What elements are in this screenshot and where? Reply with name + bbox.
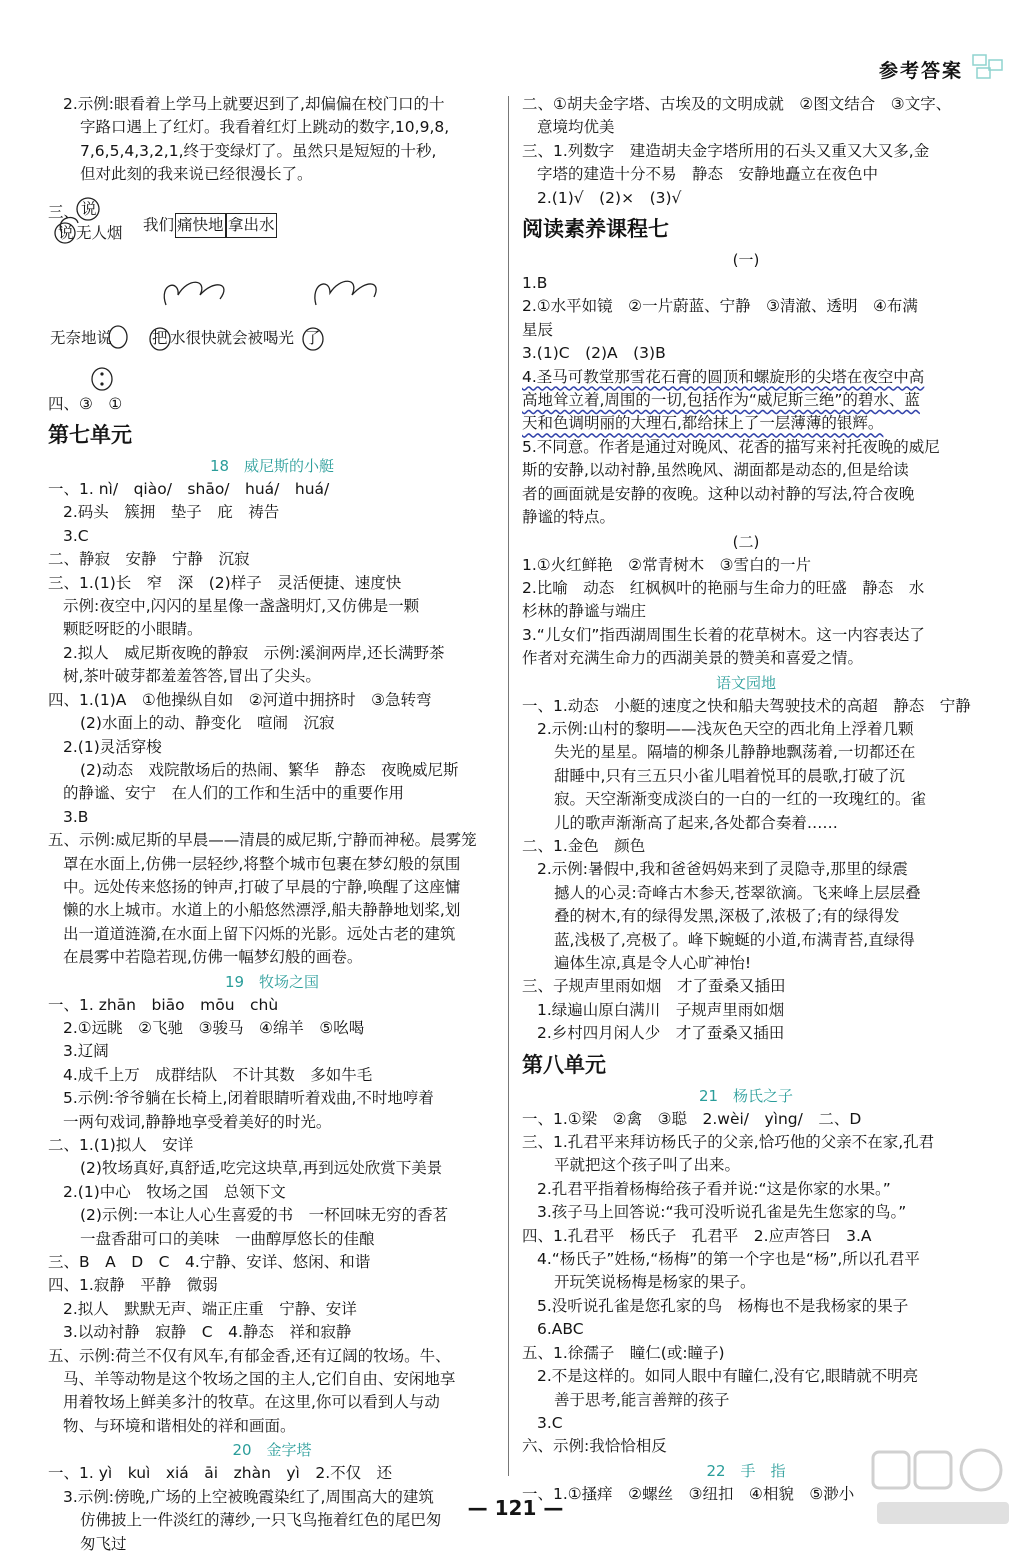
answer-line: 五、1.徐孺子 瞳仁(或:瞳子)	[522, 1343, 725, 1362]
answer-line: 字塔的建造十分不易 静态 安静地矗立在夜色中	[537, 165, 879, 184]
answer-line: 2.(1)中心 牧场之国 总领下文	[63, 1182, 286, 1201]
unit8-title: 第八单元	[522, 1052, 606, 1077]
answer-line: 作者对充满生命力的西湖美景的赞美和喜爱之情。	[522, 649, 864, 668]
answer-line: 蓝,浅极了,亮极了。峰下蜿蜒的小道,布满青苔,直绿得	[554, 930, 915, 949]
answer-line: 四、1.(1)A ①他操纵自如 ②河道中拥挤时 ③急转弯	[48, 690, 432, 709]
left-column	[48, 93, 496, 1556]
answer-line: 的静谧、安宁 在人们的工作和生活中的重要作用	[63, 784, 405, 803]
diagram-le: 了	[305, 328, 321, 347]
answer-line: 3.孩子马上回答说:“我可没听说孔雀是先生您家的鸟。”	[537, 1203, 907, 1222]
answer-line: 开玩笑说杨梅是杨家的果子。	[554, 1273, 756, 1292]
answer-line: 字路口遇上了红灯。我看着红灯上跳动的数字,10,9,8,	[80, 118, 450, 137]
answer-line: 二、1.(1)拟人 安详	[48, 1136, 194, 1154]
answer-line: 一、1. yì kuì xiá āi zhàn yì 2.不仅 还	[48, 1464, 393, 1483]
answer-line: 5.没听说孔雀是您孔家的鸟 杨梅也不是我杨家的果子	[537, 1296, 909, 1315]
answer-line: 3.B	[63, 807, 89, 826]
answer-line: 星辰	[522, 320, 554, 339]
answer-line: 儿的歌声渐渐高了起来,各处都合奏着……	[554, 813, 838, 832]
answer-line: (2)水面上的动、静变化 喧闹 沉寂	[80, 714, 335, 733]
answer-line: 2.(1)√ (2)× (3)√	[537, 188, 682, 207]
answer-line: 天和色调明丽的大理石,都给抹上了一层薄薄的银辉。	[522, 414, 884, 433]
answer-line: 懒的水上城市。水道上的小船悠然漂浮,船夫静静地划桨,划	[63, 901, 461, 920]
right-column	[522, 93, 970, 1506]
answer-line: 3.(1)C (2)A (3)B	[522, 344, 666, 363]
answer-line: 4.成千上万 成群结队 不计其数 多如牛毛	[63, 1065, 373, 1084]
header-title: 参考答案	[878, 60, 963, 82]
lesson21-block	[522, 1108, 970, 1459]
answer-line: 甜睡中,只有三五只小雀儿唱着悦耳的晨歌,打破了沉	[554, 766, 905, 785]
answer-line: (2)牧场真好,真舒适,吃完这块草,再到远处欣赏下美景	[80, 1159, 443, 1178]
answer-line: 2.示例:暑假中,我和爸爸妈妈来到了灵隐寺,那里的绿震	[537, 860, 908, 879]
answer-line: 1.绿遍山原白满川 子规声里雨如烟	[537, 1000, 785, 1019]
answer-line: 2.拟人 威尼斯夜晚的静寂 示例:溪涧两岸,还长满野茶	[63, 643, 445, 662]
answer-line: 杉林的静谧与端庄	[522, 602, 647, 621]
answer-line: 四、1.孔君平 杨氏子 孔君平 2.应声答曰 3.A	[522, 1226, 872, 1245]
page-header	[0, 0, 1031, 100]
answer-line: 二、1.金色 颜色	[522, 836, 646, 855]
diagram-wuren: 无人烟	[76, 223, 123, 242]
answer-line: 3.以动衬静 寂静 C 4.静态 祥和寂静	[63, 1323, 352, 1342]
answer-line: 3.C	[63, 526, 89, 545]
answer-line: 2.孔君平指着杨梅给孩子看并说:“这是你家的水果。”	[537, 1179, 891, 1198]
answer-line: 5.不同意。作者是通过对晚风、花香的描写来衬托夜晚的威尼	[522, 437, 940, 456]
lesson20-title: 20 金字塔	[232, 1441, 312, 1460]
answer-line: 一、1.①梁 ②禽 ③聪 2.wèi/ yìng/ 二、D	[522, 1109, 862, 1128]
answer-line: 遍体生凉,真是令人心旷神怡!	[554, 954, 752, 972]
answer-line: 4.“杨氏子”姓杨,“杨梅”的第一个字也是“杨”,所以孔君平	[537, 1250, 920, 1269]
garden-title: 语文园地	[715, 673, 776, 692]
answer-line: 树,茶叶破芽都羞羞答答,冒出了尖头。	[63, 667, 321, 686]
diagram-nachushui: 拿出水	[226, 213, 277, 238]
course7-title: 阅读素养课程七	[522, 217, 669, 242]
answer-line: 4.圣马可教堂那雪花石膏的圆顶和螺旋形的尖塔在夜空中高	[522, 367, 925, 386]
lesson19-block	[48, 994, 496, 1439]
answer-line: 匆飞过	[80, 1534, 127, 1553]
answer-line: 一、1.①搔痒 ②螺丝 ③纽扣 ④相貌 ⑤渺小	[522, 1484, 855, 1503]
lesson22-title: 22 手 指	[706, 1461, 786, 1480]
sentence-diagram	[48, 187, 496, 393]
answer-line: 罩在水面上,仿佛一层轻纱,将整个城市包裹在梦幻般的氛围	[63, 854, 461, 873]
answer-line: 但对此刻的我来说已经很漫长了。	[80, 165, 313, 184]
answer-line: 2.比喻 动态 红枫枫叶的艳丽与生命力的旺盛 静态 水	[522, 578, 925, 597]
answer-line: 三、1.列数字 建造胡夫金字塔所用的石头又重又大又多,金	[522, 141, 930, 160]
answer-line: 2.不是这样的。如同人眼中有瞳仁,没有它,眼睛就不明亮	[537, 1367, 919, 1386]
answer-line: 7,6,5,4,3,2,1,终于变绿灯了。虽然只是短短的十秒,	[80, 141, 437, 160]
answer-line: 一、1. nì/ qiào/ shāo/ huá/ huá/	[48, 480, 330, 499]
answer-line: 意境均优美	[537, 118, 615, 137]
answer-line: 马、羊等动物是这个牧场之国的主人,它们自由、安闲地享	[63, 1370, 456, 1389]
answer-line: 3.“儿女们”指西湖周围生长着的花草树木。这一内容表达了	[522, 625, 925, 644]
part1-block	[522, 272, 970, 529]
answer-line: 高地耸立着,周围的一切,包括作为“威尼斯三绝”的碧水、蓝	[522, 391, 920, 410]
answer-line: 2.示例:眼看着上学马上就要迟到了,却偏偏在校门口的十	[63, 95, 445, 113]
answer-line: 三、1.(1)长 窄 深 (2)样子 灵活便捷、速度快	[48, 573, 402, 592]
left-si: 四、③ ①	[48, 394, 123, 413]
answer-line: 颗眨呀眨的小眼睛。	[63, 620, 203, 639]
answer-line: 一、1. zhān biāo mōu chù	[48, 995, 279, 1014]
answer-line: (2)动态 戏院散场后的热闹、繁华 静态 夜晚威尼斯	[80, 760, 459, 779]
lesson21-title: 21 杨氏之子	[698, 1086, 794, 1105]
answer-line: 中。远处传来悠扬的钟声,打破了早晨的宁静,唤醒了这座慵	[63, 877, 461, 896]
answer-line: 6.ABC	[537, 1320, 584, 1339]
diagram-women: 我们	[143, 215, 175, 234]
answer-line: 3.示例:傍晚,广场的上空被晚霞染红了,周围高大的建筑	[63, 1487, 434, 1506]
answer-line: 一、1.动态 小艇的速度之快和船夫驾驶技术的高超 静态 宁静	[522, 696, 971, 715]
answer-line: 3.辽阔	[63, 1042, 109, 1061]
answer-line: 示例:夜空中,闪闪的星星像一盏盏明灯,又仿佛是一颗	[63, 597, 420, 616]
answer-line: 2.码头 簇拥 垫子 庇 祷告	[63, 503, 280, 522]
answer-line: 2.拟人 默默无声、端正庄重 宁静、安详	[63, 1299, 357, 1318]
lesson18-title: 18 威尼斯的小艇	[209, 457, 335, 476]
lesson18-block	[48, 478, 496, 970]
diagram-shui-line: 水很快就会被喝光	[170, 328, 295, 347]
left-top-block	[48, 93, 496, 187]
answer-line: 2.示例:山村的黎明——浅灰色天空的西北角上浮着几颗	[537, 719, 914, 738]
lesson19-title: 19 牧场之国	[224, 972, 320, 991]
part2-block	[522, 554, 970, 671]
answer-line: 出一道道涟漪,在水面上留下闪烁的光影。远处古老的建筑	[63, 924, 456, 943]
watermark-logo-icon	[869, 1446, 1019, 1530]
answer-line: 三、B A D C 4.宁静、安详、悠闲、和谐	[48, 1253, 371, 1272]
part2-title: (二)	[732, 532, 760, 551]
answer-line: 2.(1)灵活穿梭	[63, 737, 162, 756]
diagram-shuo: 说	[81, 199, 97, 218]
diagram-shuo-2: 说	[58, 223, 74, 242]
answer-line: 物、与环境和谐相处的祥和画面。	[63, 1416, 296, 1435]
answer-line: 善于思考,能言善辩的孩子	[554, 1390, 730, 1409]
answer-line: 失光的星星。隔墙的柳条儿静静地飘荡着,一切都还在	[554, 743, 916, 762]
answer-line: 5.示例:爷爷躺在长椅上,闭着眼睛听着戏曲,不时地哼着	[63, 1089, 434, 1108]
answer-line: 三、1.孔君平来拜访杨氏子的父亲,恰巧他的父亲不在家,孔君	[522, 1133, 935, 1152]
answer-line: 者的画面就是安静的夜晚。这种以动衬静的写法,符合夜晚	[522, 484, 915, 503]
diagram-label-san: 三、	[48, 202, 80, 221]
page-number: — 121 —	[467, 1496, 564, 1520]
unit7-title: 第七单元	[48, 423, 132, 448]
column-divider	[508, 96, 509, 1476]
header-decoration-icon	[971, 52, 1005, 80]
diagram-ba: 把	[152, 328, 168, 347]
answer-line: (2)示例:一本让人心生喜爱的书 一杯回味无穷的香茗	[80, 1206, 449, 1225]
answer-line: 静谧的特点。	[522, 508, 616, 527]
diagram-wunaidi: 无奈地说	[50, 328, 113, 347]
answer-line: 撼人的心灵:奇峰古木参天,苍翠欲滴。飞来峰上层层叠	[554, 883, 921, 902]
right-top-block	[522, 93, 970, 210]
answer-line: 2.①远眺 ②飞驰 ③骏马 ④绵羊 ⑤吆喝	[63, 1018, 365, 1037]
answer-line: 四、1.寂静 平静 微弱	[48, 1276, 218, 1295]
answer-line: 一两句戏词,静静地享受着美好的时光。	[63, 1112, 332, 1131]
answer-line: 三、子规声里雨如烟 才了蚕桑又插田	[522, 977, 786, 996]
answer-line: 平就把这个孩子叫了出来。	[554, 1156, 741, 1175]
answer-line: 二、静寂 安静 宁静 沉寂	[48, 550, 250, 569]
answer-line: 一盘香甜可口的美味 一曲醇厚悠长的佳酿	[80, 1229, 375, 1248]
answer-line: 五、示例:荷兰不仅有风车,有郁金香,还有辽阔的牧场。牛、	[48, 1346, 451, 1365]
answer-line: 五、示例:威尼斯的早晨——清晨的威尼斯,宁静而神秘。晨雾笼	[48, 831, 477, 850]
answer-line: 3.C	[537, 1413, 563, 1432]
answer-line: 1.B	[522, 274, 548, 293]
answer-line: 仿佛披上一件淡红的薄纱,一只飞鸟拖着红色的尾巴匆	[80, 1511, 442, 1530]
answer-line: 2.乡村四月闲人少 才了蚕桑又插田	[537, 1024, 785, 1043]
answer-line: 用着牧场上鲜美多汁的牧草。在这里,你可以看到人与动	[63, 1393, 440, 1412]
answer-line: 二、①胡夫金字塔、古埃及的文明成就 ②图文结合 ③文字、	[522, 95, 952, 113]
answer-line: 在晨雾中若隐若现,仿佛一幅梦幻般的画卷。	[63, 948, 363, 967]
diagram-tongkuaidi: 痛快地	[175, 213, 226, 238]
answer-line: 斯的安静,以动衬静,虽然晚风、湖面都是动态的,但是给读	[522, 461, 909, 480]
part1-title: (一)	[732, 251, 760, 270]
answer-line: 寂。天空渐渐变成淡白的一白的一红的一玫瑰红的。雀	[554, 790, 927, 809]
answer-line: 叠的树木,有的绿得发黑,深极了,浓极了;有的绿得发	[554, 907, 900, 926]
answer-line: 六、示例:我恰恰相反	[522, 1437, 667, 1456]
answer-line: 1.①火红鲜艳 ②常青树木 ③雪白的一片	[522, 555, 811, 574]
garden-block	[522, 695, 970, 1046]
answer-line: 2.①水平如镜 ②一片蔚蓝、宁静 ③清澈、透明 ④布满	[522, 297, 918, 316]
